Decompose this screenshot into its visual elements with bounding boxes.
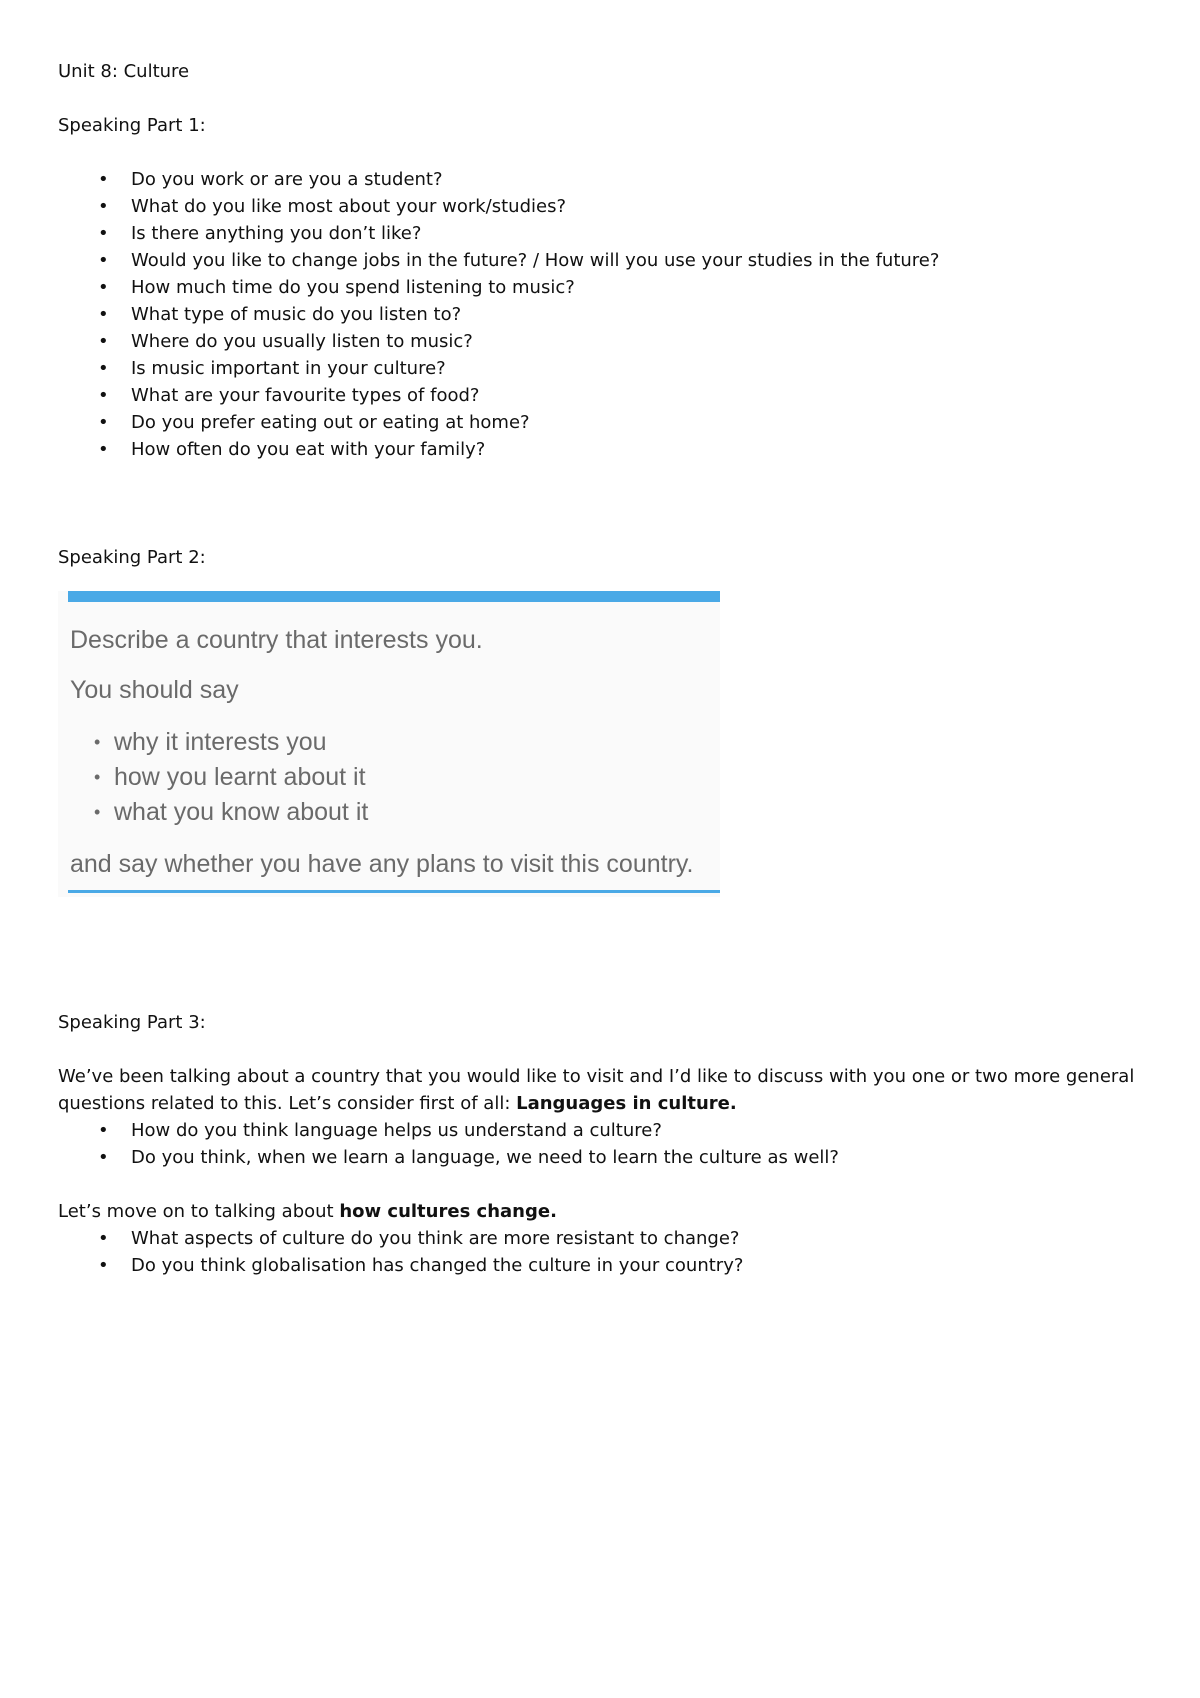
card-top-bar bbox=[68, 591, 720, 602]
list-item: • What are your favourite types of food? bbox=[58, 382, 1148, 409]
bullet-icon: • bbox=[94, 802, 101, 822]
list-item: • Would you like to change jobs in the future? / How will you use your studies in the future? bbox=[58, 247, 1148, 274]
bullet-icon: • bbox=[98, 304, 109, 325]
list-item: • Do you work or are you a student? bbox=[58, 166, 1148, 193]
bullet-icon: • bbox=[98, 277, 109, 298]
part1-question-list bbox=[58, 166, 1148, 463]
list-item: • What do you like most about your work/studies? bbox=[58, 193, 1148, 220]
document-page bbox=[58, 58, 1148, 1279]
list-item: • Do you prefer eating out or eating at home? bbox=[58, 409, 1148, 436]
bullet-icon: • bbox=[98, 1255, 109, 1276]
part3-intro: We’ve been talking about a country that you would like to visit and I’d like to discuss with you one or two more general questions related to this. Let’s consider first of all: Languages in culture. bbox=[58, 1066, 1135, 1114]
bullet-icon: • bbox=[94, 732, 101, 752]
bullet-icon: • bbox=[98, 1228, 109, 1249]
bullet-icon: • bbox=[98, 196, 109, 217]
list-item: • how you learnt about it bbox=[94, 760, 368, 795]
bullet-icon: • bbox=[98, 250, 109, 271]
card-bottom-bar bbox=[68, 890, 720, 893]
part1-heading: Speaking Part 1: bbox=[58, 115, 206, 136]
part3-topic1-list bbox=[58, 1117, 1148, 1171]
list-item: • Do you think, when we learn a language, we need to learn the culture as well? bbox=[58, 1144, 1148, 1171]
part3-move-on: Let’s move on to talking about how cultures change. bbox=[58, 1201, 557, 1222]
list-item: • How do you think language helps us understand a culture? bbox=[58, 1117, 1148, 1144]
bullet-icon: • bbox=[94, 767, 101, 787]
bullet-icon: • bbox=[98, 331, 109, 352]
bullet-icon: • bbox=[98, 1120, 109, 1141]
part3-heading: Speaking Part 3: bbox=[58, 1012, 206, 1033]
topic-languages: Languages in culture. bbox=[516, 1093, 737, 1114]
bullet-icon: • bbox=[98, 439, 109, 460]
card-intro: You should say bbox=[70, 676, 239, 704]
list-item: • why it interests you bbox=[94, 725, 368, 760]
list-item: • What aspects of culture do you think are more resistant to change? bbox=[58, 1225, 1148, 1252]
list-item: • Where do you usually listen to music? bbox=[58, 328, 1148, 355]
list-item: • How much time do you spend listening to music? bbox=[58, 274, 1148, 301]
card-points bbox=[94, 725, 368, 830]
list-item: • Do you think globalisation has changed the culture in your country? bbox=[58, 1252, 1148, 1279]
part2-heading: Speaking Part 2: bbox=[58, 547, 206, 568]
unit-title: Unit 8: Culture bbox=[58, 61, 190, 82]
task-card bbox=[58, 591, 720, 897]
card-closing: and say whether you have any plans to visit this country. bbox=[70, 850, 694, 878]
list-item: • Is there anything you don’t like? bbox=[58, 220, 1148, 247]
list-item: • Is music important in your culture? bbox=[58, 355, 1148, 382]
topic-cultures-change: how cultures change. bbox=[339, 1201, 557, 1222]
card-title: Describe a country that interests you. bbox=[70, 626, 483, 654]
list-item: • what you know about it bbox=[94, 795, 368, 830]
bullet-icon: • bbox=[98, 358, 109, 379]
bullet-icon: • bbox=[98, 1147, 109, 1168]
bullet-icon: • bbox=[98, 223, 109, 244]
bullet-icon: • bbox=[98, 412, 109, 433]
list-item: • How often do you eat with your family? bbox=[58, 436, 1148, 463]
bullet-icon: • bbox=[98, 385, 109, 406]
bullet-icon: • bbox=[98, 169, 109, 190]
list-item: • What type of music do you listen to? bbox=[58, 301, 1148, 328]
part3-topic2-list bbox=[58, 1225, 1148, 1279]
